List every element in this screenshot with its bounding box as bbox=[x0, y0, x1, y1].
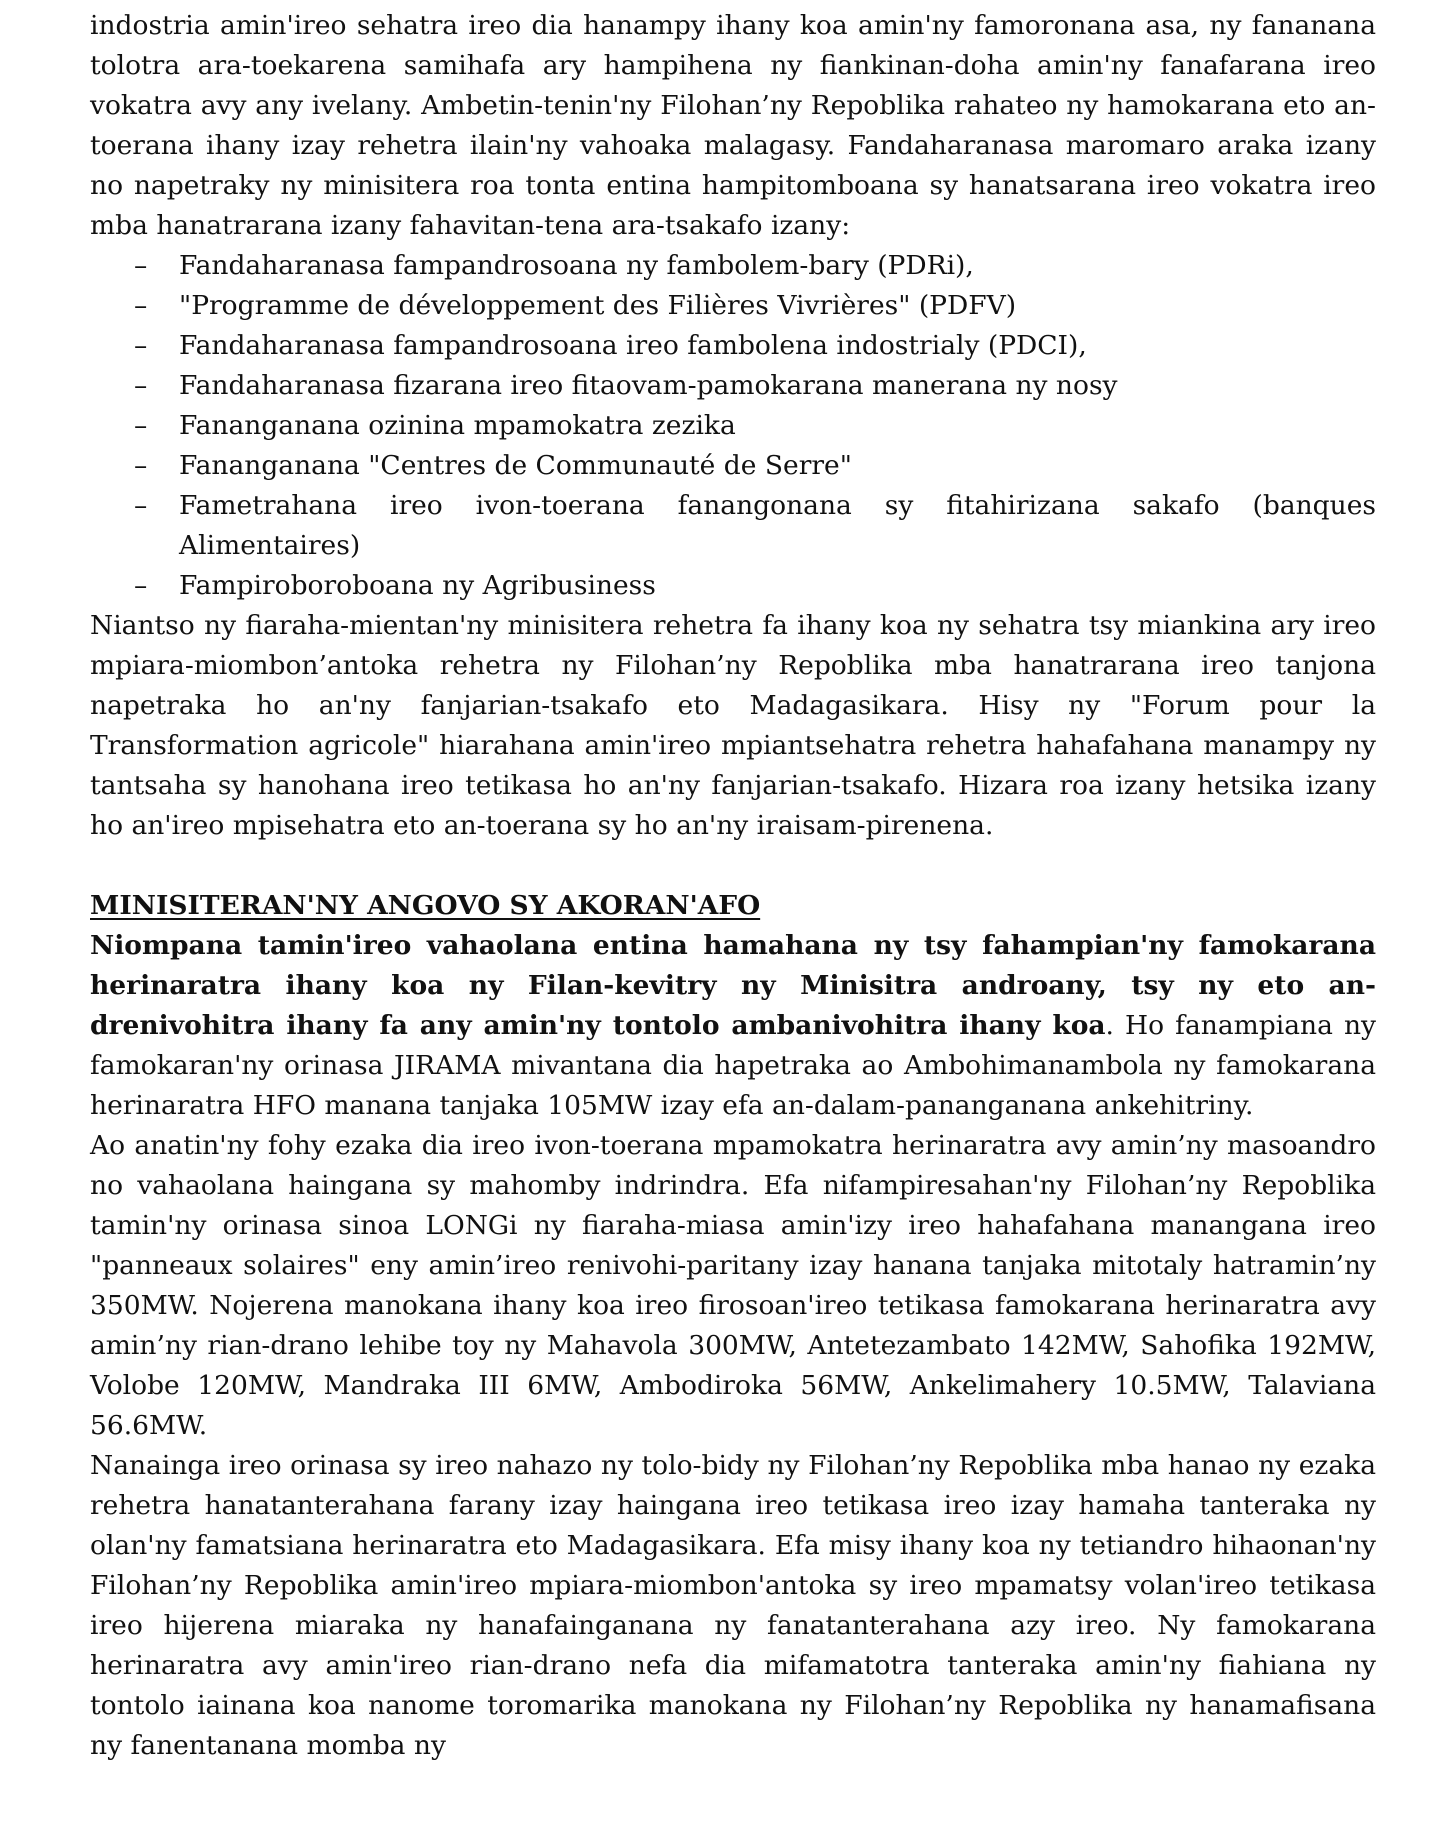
energy-lead-bold: Niompana tamin'ireo vahaolana entina hamahana ny tsy fahampian'ny famokarana herinaratra ihany koa ny Filan-kevitry ny Minisitra androany, tsy ny eto an-drenivohitra ihany fa any amin'ny tontolo ambanivohitra ihany koa bbox=[90, 930, 1376, 1041]
agriculture-closing-paragraph: Niantso ny fiaraha-mientan'ny minisitera rehetra fa ihany koa ny sehatra tsy miankina ary ireo mpiara-miombon’antoka rehetra ny Filohan’ny Repoblika mba hanatrarana ireo tanjona napetraka ho an'ny fanjarian-tsakafo eto Madagasikara. Hisy ny "Forum pour la Transformation agricole" hiarahana amin'ireo mpiantsehatra rehetra hahafahana manampy ny tantsaha sy hanohana ireo tetikasa ho an'ny fanjarian-tsakafo. Hizara roa izany hetsika izany ho an'ireo mpisehatra eto an-toerana sy ho an'ny iraisam-pirenena. bbox=[90, 610, 1376, 841]
list-item: – Fandaharanasa fampandrosoana ny fambolem-bary (PDRi), bbox=[90, 246, 1376, 286]
list-item: – Fananganana ozinina mpamokatra zezika bbox=[90, 406, 1376, 446]
section-spacer bbox=[90, 846, 1376, 886]
list-item: – Fandaharanasa fampandrosoana ireo fambolena indostrialy (PDCI), bbox=[90, 326, 1376, 366]
solar-hydro-paragraph: Ao anatin'ny fohy ezaka dia ireo ivon-toerana mpamokatra herinaratra avy amin’ny masoandro no vahaolana haingana sy mahomby indrindra. Efa nifampiresahan'ny Filohan’ny Repoblika tamin'ny orinasa sinoa LONGi ny fiaraha-miasa amin'izy ireo hahafahana manangana ireo "panneaux solaires" eny amin’ireo renivohi-paritany izay hanana tanjaka mitotaly hatramin’ny 350MW. Nojerena manokana ihany koa ireo firosoan'ireo tetikasa famokarana herinaratra avy amin’ny rian-drano lehibe toy ny Mahavola 300MW, Antetezambato 142MW, Sahofika 192MW, Volobe 120MW, Mandraka III 6MW, Ambodiroka 56MW, Ankelimahery 10.5MW, Talaviana 56.6MW. bbox=[90, 1130, 1376, 1441]
energy-lead-rest: . Ho fanampiana ny famokaran'ny orinasa JIRAMA mivantana dia hapetraka ao Ambohimanambola ny famokarana herinaratra HFO manana tanjaka 105MW izay efa an-dalam-pananganana ankehitriny. bbox=[90, 1010, 1376, 1121]
list-item: – Fananganana "Centres de Communauté de Serre" bbox=[90, 446, 1376, 486]
list-item: – Fampiroboroboana ny Agribusiness bbox=[90, 566, 1376, 606]
energy-lead-paragraph bbox=[90, 926, 1376, 1126]
list-item: – Fandaharanasa fizarana ireo fitaovam-pamokarana manerana ny nosy bbox=[90, 366, 1376, 406]
energy-section-heading: MINISITERAN'NY ANGOVO SY AKORAN'AFO bbox=[90, 890, 761, 921]
list-item: – Fametrahana ireo ivon-toerana fanangonana sy fitahirizana sakafo (banques Alimentaires) bbox=[90, 486, 1376, 566]
program-list bbox=[90, 246, 1376, 606]
document-page bbox=[90, 6, 1376, 1766]
list-item: – "Programme de développement des Filières Vivrières" (PDFV) bbox=[90, 286, 1376, 326]
agriculture-intro-paragraph: indostria amin'ireo sehatra ireo dia hanampy ihany koa amin'ny famoronana asa, ny fananana tolotra ara-toekarena samihafa ary hampihena ny fiankinan-doha amin'ny fanafarana ireo vokatra avy any ivelany. Ambetin-tenin'ny Filohan’ny Repoblika rahateo ny hamokarana eto an-toerana ihany izay rehetra ilain'ny vahoaka malagasy. Fandaharanasa maromaro araka izany no napetraky ny minisitera roa tonta entina hampitomboana sy hanatsarana ireo vokatra ireo mba hanatrarana izany fahavitan-tena ara-tsakafo izany: bbox=[90, 10, 1376, 241]
projects-paragraph: Nanainga ireo orinasa sy ireo nahazo ny tolo-bidy ny Filohan’ny Repoblika mba hanao ny ezaka rehetra hanatanterahana farany izay haingana ireo tetikasa ireo izay hamaha tanteraka ny olan'ny famatsiana herinaratra eto Madagasikara. Efa misy ihany koa ny tetiandro hihaonan'ny Filohan’ny Repoblika amin'ireo mpiara-miombon'antoka sy ireo mpamatsy volan'ireo tetikasa ireo hijerena miaraka ny hanafainganana ny fanatanterahana azy ireo. Ny famokarana herinaratra avy amin'ireo rian-drano nefa dia mifamatotra tanteraka amin'ny fiahiana ny tontolo iainana koa nanome toromarika manokana ny Filohan’ny Repoblika ny hanamafisana ny fanentanana momba ny bbox=[90, 1450, 1376, 1761]
